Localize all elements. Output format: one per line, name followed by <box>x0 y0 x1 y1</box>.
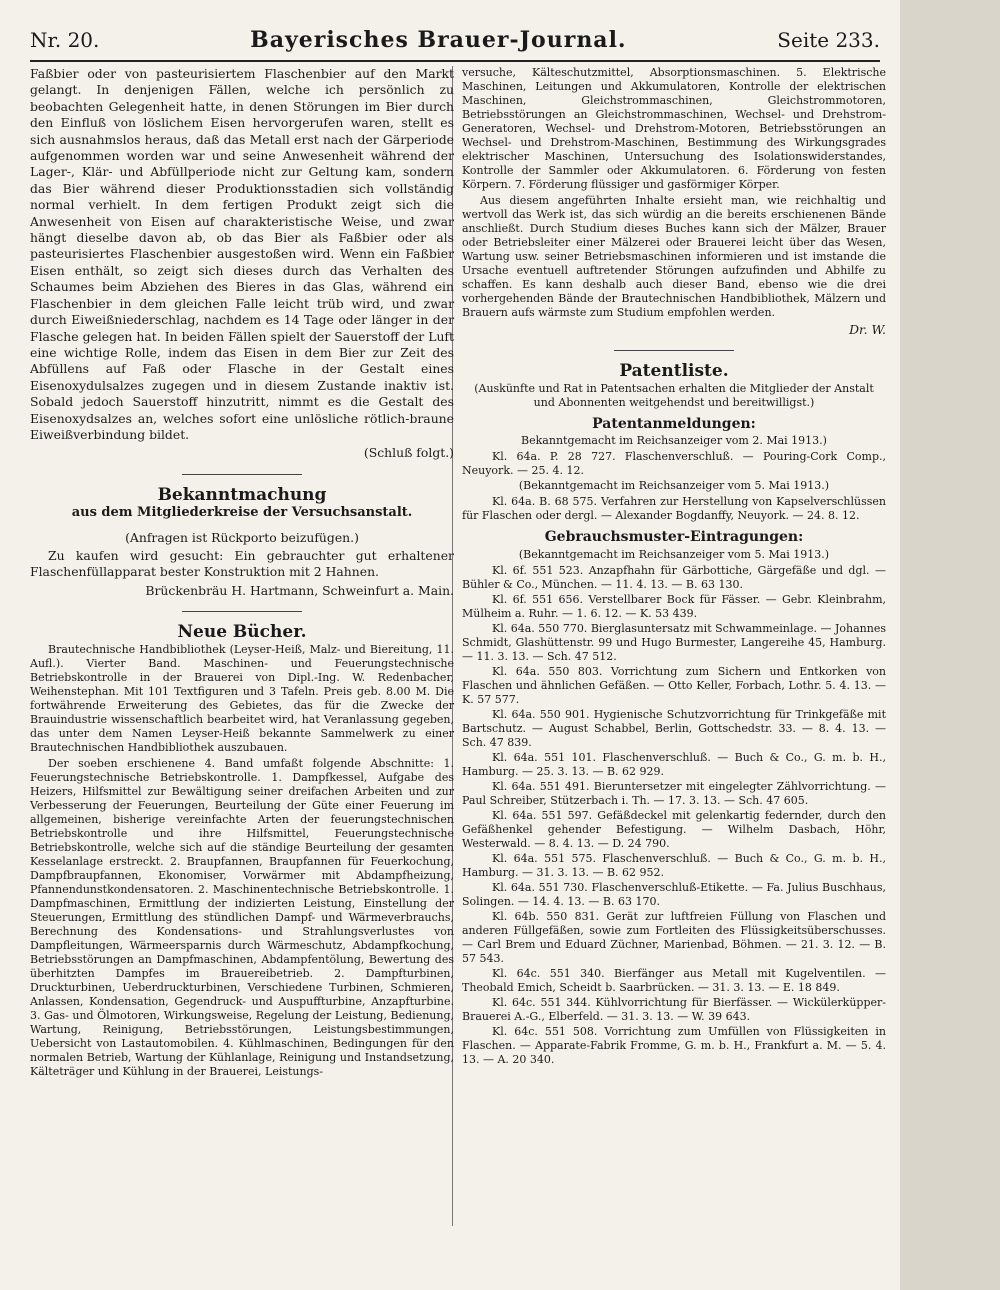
announcement-note: (Anfragen ist Rückporto beizufügen.) <box>125 529 359 545</box>
utility-model-entry: Kl. 64c. 551 344. Kühlvorrichtung für Bierfässer. — Wickülerküpper-Brauerei A.-G., Elberfeld. — 31. 3. 13. — W. 39 643. <box>462 995 886 1023</box>
books-review-contents: Der soeben erschienene 4. Band umfaßt folgende Abschnitte: 1. Feuerungstechnische Betriebskontrolle. 1. Dampfkessel, Aufgabe des Heizers, Hilfsmittel zur Bewältigung seiner dreifachen Arbeiten und zur Verbesserung der Feuerungen, Beurteilung der Güte einer Feuerung im allgemeinen, bisherige vereinfachte Arten der feuerungstechnischen Betriebskontrolle und ihre Hilfsmittel, Feuerungstechnische Betriebskontrolle, welche sich auf die ständige Beurteilung der gesamten Kesselanlage erstreckt. 2. Braupfannen, Braupfannen für Feuerkochung, Dampfbraupfannen, Ekonomiser, Vorwärmer mit Abdampfheizung, Pfannendunstkondensatoren. 2. Maschinentechnische Betriebskontrolle. 1. Dampfmaschinen, Ermittlung der indizierten Leistung, Einstellung der Steuerungen, Ermittlung des stündlichen Dampf- und Wärmeverbrauchs, Berechnung des Kondensations- und Strahlungsverlustes von Dampfleitungen, Wärmeersparnis durch Wärmeschutz, Abdampfkochung, Betriebsstörungen an Dampfmaschinen, Abdampfentölung, Bewertung des überhitzten Dampfes im Brauereibetrieb. 2. Dampfturbinen, Druckturbinen, Ueberdruckturbinen, Verschiedene Turbinen, Schmieren, Anlassen, Kondensation, Gegendruck- und Auspuffturbine, Anzapfturbine. 3. Gas- und Ölmotoren, Wirkungsweise, Regelung der Leistung, Bedienung, Wartung, Reinigung, Betriebsstörungen, Leistungsbestimmungen, Uebersicht von Lastautomobilen. 4. Kühlmaschinen, Bedingungen für den normalen Betrieb, Wartung der Kühlanlage, Reinigung und Instandsetzung, Kälteträger und Kühlung in der Brauerei, Leistungs- <box>30 756 454 1078</box>
issue-number: Nr. 20. <box>30 28 100 52</box>
announcement-subtitle: aus dem Mitgliederkreise der Versuchsanstalt. <box>71 505 413 521</box>
patent-date: Bekanntgemacht im Reichsanzeiger vom 2. Mai 1913.) <box>521 434 827 448</box>
article-text: Faßbier oder von pasteurisiertem Flaschenbier auf den Markt gelangt. In denjenigen Fällen, welche ich persönlich zu beobachten Gelegenheit hatte, in denen Störungen im Bier durch den Einfluß von löslichem Eisen hervorgerufen waren, stellt es sich ausnahmslos heraus, daß das Metall erst nach der Gärperiode aufgenommen worden war und seine Anwesenheit während der Lager-, Klär- und Abfüllperiode nicht zur Geltung kam, sondern das Bier während dieser Produktionsstadien sich vollständig normal verhielt. In dem fertigen Produkt zeigt sich die Anwesenheit von Eisen auf charakteristische Weise, und zwar hängt dieselbe davon ab, ob das Bier als Faßbier oder als pasteurisiertes Flaschenbier ausgestoßen wird. Wenn ein Faßbier Eisen enthält, so zeigt sich dieses durch das Verhalten des Schaumes beim Abziehen des Bieres in das Glas, während ein Flaschenbier in dem gleichen Falle leicht trüb wird, und zwar durch Eiweißniederschlag, nachdem es 14 Tage oder länger in der Flasche gelegen hat. In beiden Fällen spielt der Sauerstoff der Luft eine wichtige Rolle, indem das Eisen in dem Bier zur Zeit des Abfüllens auf Faß oder Flasche in der Gestalt eines Eisenoxydulsalzes zugegen und in diesem Zustande inaktiv ist. Sobald jedoch Sauerstoff hinzutritt, nimmt es die Gestalt des Eisenoxydsalzes an, welches sofort eine unlösliche rötlich-braune Eiweißverbindung bildet. <box>30 66 454 442</box>
utility-model-entry: Kl. 6f. 551 656. Verstellbarer Bock für Fässer. — Gebr. Kleinbrahm, Mülheim a. Ruhr. — 1. 6. 12. — K. 53 439. <box>462 592 886 620</box>
utility-model-entry: Kl. 64c. 551 340. Bierfänger aus Metall mit Kugelventilen. — Theobald Emich, Scheidt b. Saarbrücken. — 31. 3. 13. — E. 18 849. <box>462 966 886 994</box>
page-edge <box>900 0 1000 1290</box>
patent-entry: Kl. 64a. P. 28 727. Flaschenverschluß. — Pouring-Cork Comp., Neuyork. — 25. 4. 12. <box>462 450 886 478</box>
utility-model-entry: Kl. 6f. 551 523. Anzapfhahn für Gärbottiche, Gärgefäße und dgl. — Bühler & Co., München. — 11. 4. 13. — B. 63 130. <box>462 563 886 591</box>
announcement-title: Bekanntmachung <box>157 484 327 505</box>
review-signature: Dr. W. <box>849 322 886 337</box>
announcement-signature: Brückenbräu H. Hartmann, Schweinfurt a. Main. <box>145 582 454 598</box>
utility-models-title: Gebrauchsmuster-Eintragungen: <box>544 529 804 546</box>
patent-applications-title: Patentanmeldungen: <box>592 415 756 432</box>
utility-model-entry: Kl. 64a. 551 575. Flaschenverschluß. — Buch & Co., G. m. b. H., Hamburg. — 31. 3. 13. — B. 62 952. <box>462 851 886 879</box>
books-review-continued: versuche, Kälteschutzmittel, Absorptionsmaschinen. 5. Elektrische Maschinen, Leitungen und Akkumulatoren, Kontrolle der elektrischen Maschinen, Gleichstrommaschinen, Gleichstrommotoren, Betriebsstörungen an Gleichstrommaschinen, Wechsel- und Drehstrom-Generatoren, Wechsel- und Drehstrom-Motoren, Betriebsstörungen an Wechsel- und Drehstrom-Maschinen, Bestimmung des Wirkungsgrades elektrischer Maschinen, Untersuchung des Isolationswiderstandes, Kontrolle der Sammler oder Akkumulatoren. 6. Förderung von festen Körpern. 7. Förderung flüssiger und gasförmiger Körper. <box>462 66 886 191</box>
utility-model-entry: Kl. 64a. 551 597. Gefäßdeckel mit gelenkartig federnder, durch den Gefäßhenkel gehender Befestigung. — Wilhelm Dasbach, Höhr, Westerwald. — 8. 4. 13. — D. 24 790. <box>462 808 886 850</box>
patent-list-note: (Auskünfte und Rat in Patentsachen erhalten die Mitglieder der Anstalt und Abonnenten weitgehendst und bereitwilligst.) <box>474 381 874 409</box>
utility-models-date: (Bekanntgemacht im Reichsanzeiger vom 5. Mai 1913.) <box>518 547 830 561</box>
page-number: Seite 233. <box>777 28 880 52</box>
left-column <box>30 66 454 1081</box>
page-header <box>30 20 880 62</box>
section-rule <box>182 611 302 612</box>
utility-model-entry: Kl. 64a. 550 901. Hygienische Schutzvorrichtung für Trinkgefäße mit Bartschutz. — August Schabbel, Berlin, Gottschedstr. 33. — 8. 4. 13. — Sch. 47 839. <box>462 707 886 749</box>
books-title: Neue Bücher. <box>177 622 307 643</box>
utility-model-entry: Kl. 64a. 551 730. Flaschenverschluß-Etikette. — Fa. Julius Buschhaus, Solingen. — 14. 4. 13. — B. 63 170. <box>462 880 886 908</box>
continued-note: (Schluß folgt.) <box>363 445 454 461</box>
journal-title: Bayerisches Brauer-Journal. <box>250 27 627 53</box>
announcement-text: Zu kaufen wird gesucht: Ein gebrauchter gut erhaltener Flaschenfüllapparat bester Konstruktion mit 2 Hahnen. <box>30 547 454 580</box>
utility-model-entry: Kl. 64b. 550 831. Gerät zur luftfreien Füllung von Flaschen und anderen Füllgefäßen, sowie zum Fortleiten des Flüssigkeitsüberschusses. — Carl Brem und Eduard Züchner, Marienbad, Böhmen. — 21. 3. 12. — B. 57 543. <box>462 909 886 965</box>
patent-entry: Kl. 64a. B. 68 575. Verfahren zur Herstellung von Kapselverschlüssen für Flaschen oder dergl. — Alexander Bogdanffy, Neuyork. — 24. 8. 12. <box>462 495 886 523</box>
utility-model-entry: Kl. 64c. 551 508. Vorrichtung zum Umfüllen von Flüssigkeiten in Flaschen. — Apparate-Fabrik Fromme, G. m. b. H., Frankfurt a. M. — 5. 4. 13. — A. 20 340. <box>462 1024 886 1066</box>
section-rule <box>182 474 302 475</box>
utility-model-entry: Kl. 64a. 550 770. Bierglasuntersatz mit Schwammeinlage. — Johannes Schmidt, Glashüttenstr. 99 und Hugo Burmester, Langereihe 45, Hamburg. — 11. 3. 13. — Sch. 47 512. <box>462 621 886 663</box>
right-column <box>462 66 886 1068</box>
utility-model-entry: Kl. 64a. 551 101. Flaschenverschluß. — Buch & Co., G. m. b. H., Hamburg. — 25. 3. 13. — B. 62 929. <box>462 750 886 778</box>
section-rule <box>614 350 734 351</box>
utility-model-entry: Kl. 64a. 550 803. Vorrichtung zum Sichern und Entkorken von Flaschen und ähnlichen Gefäßen. — Otto Keller, Forbach, Lothr. 5. 4. 13. — K. 57 577. <box>462 664 886 706</box>
books-review-conclusion: Aus diesem angeführten Inhalte ersieht man, wie reichhaltig und wertvoll das Werk ist, das sich würdig an die bereits erschienenen Bände anschließt. Durch Studium dieses Buches kann sich der Mälzer, Brauer oder Betriebsleiter einer Mälzerei oder Brauerei leicht über das Wesen, Wartung usw. seiner Betriebsmaschinen informieren und ist imstande die Ursache eventuell auftretender Störungen aufzufinden und Abhilfe zu schaffen. Es kann deshalb auch dieser Band, ebenso wie die drei vorhergehenden Bände der Brautechnischen Handbibliothek, Mälzern und Brauern aufs wärmste zum Studium empfohlen werden. <box>462 194 886 319</box>
utility-model-entry: Kl. 64a. 551 491. Bieruntersetzer mit eingelegter Zählvorrichtung. — Paul Schreiber, Stützerbach i. Th. — 17. 3. 13. — Sch. 47 605. <box>462 779 886 807</box>
patent-date: (Bekanntgemacht im Reichsanzeiger vom 5. Mai 1913.) <box>518 479 830 493</box>
books-review-intro: Brautechnische Handbibliothek (Leyser-Heiß, Malz- und Biereitung, 11. Aufl.). Vierter Band. Maschinen- und Feuerungstechnische Betriebskontrolle in der Brauerei von Dipl.-Ing. W. Redenbacher, Weihenstephan. Mit 101 Textfiguren und 3 Tafeln. Preis geb. 8.00 M. Die fortwährende Erweiterung des Gebietes, das für die Zwecke der Brauindustrie wissenschaftlich bearbeitet wird, hat Veranlassung gegeben, das unter dem Namen Leyser-Heiß bekannte Sammelwerk zu einer Brautechnischen Handbibliothek auszubauen. <box>30 642 454 754</box>
patent-list-title: Patentliste. <box>619 361 729 382</box>
